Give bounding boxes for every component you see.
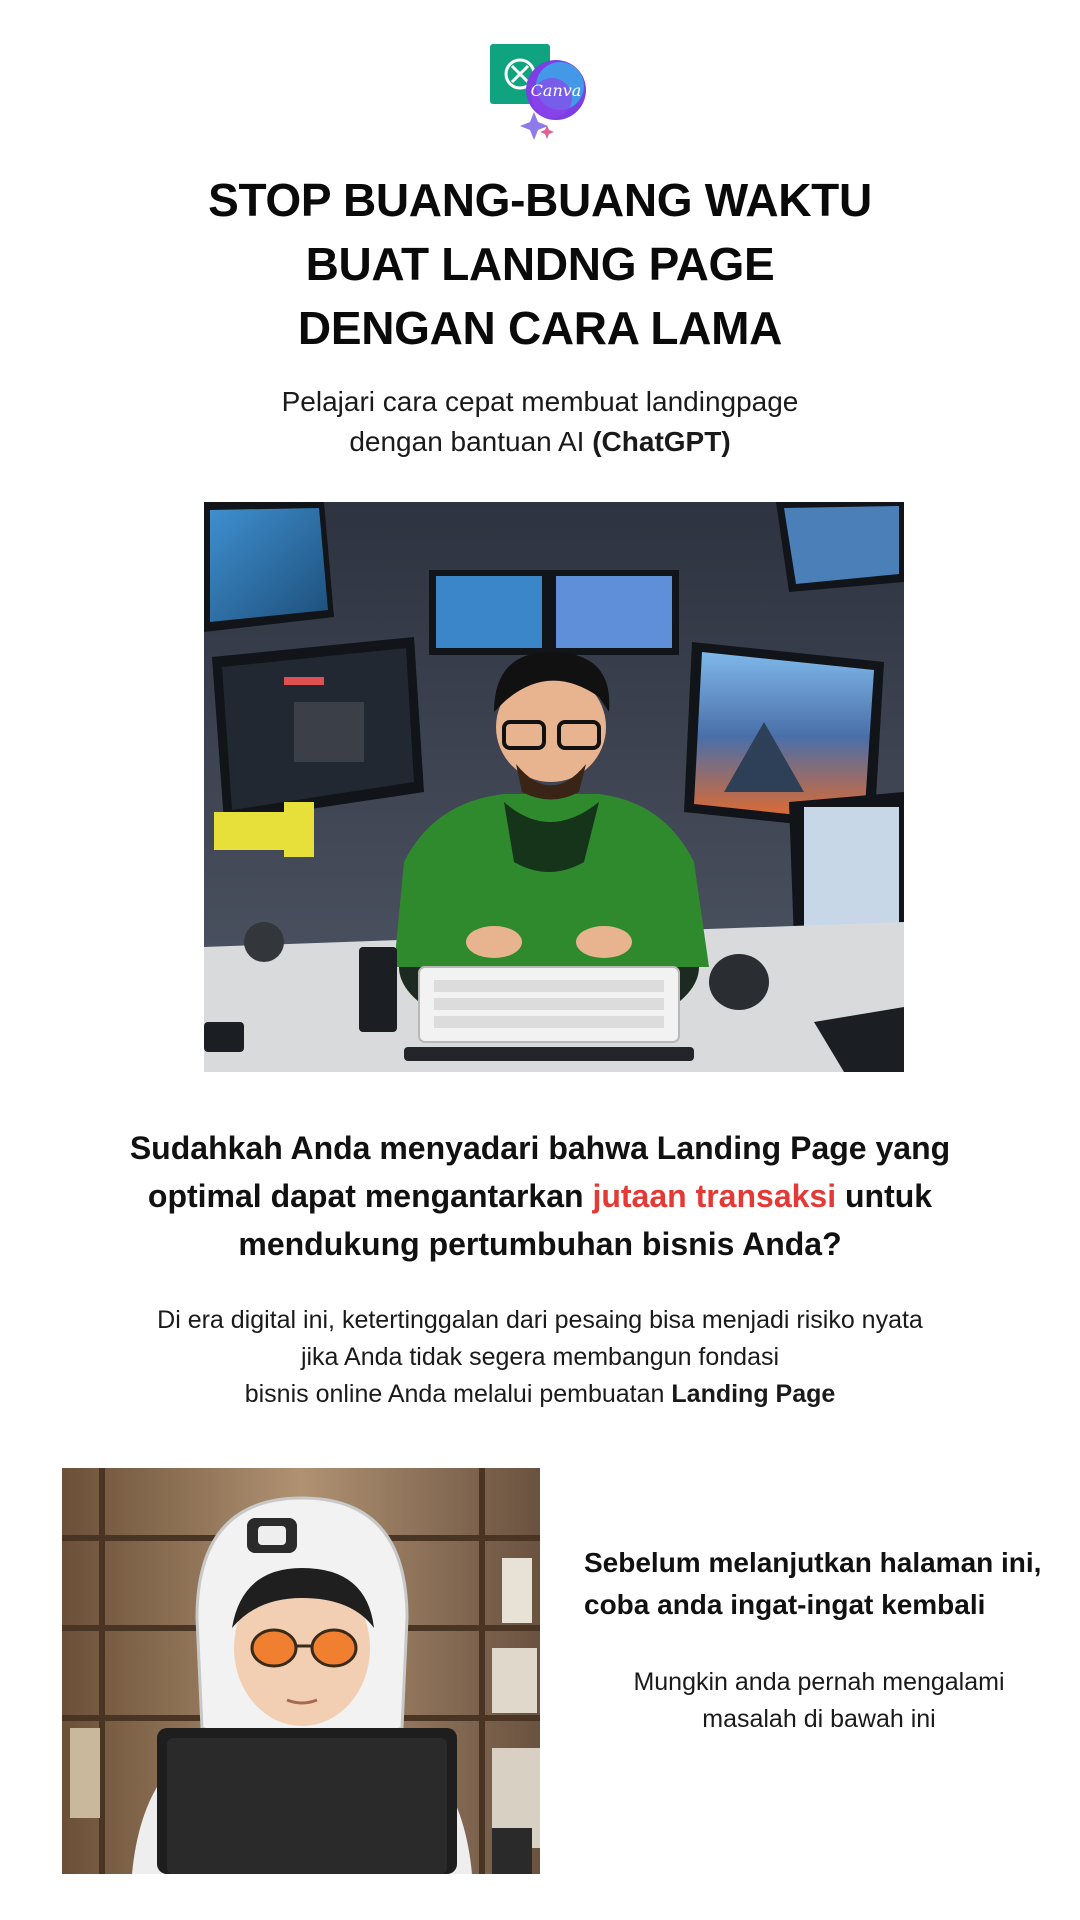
description-line: jika Anda tidak segera membangun fondasi [300, 1343, 780, 1371]
reminder-subtext-line: Mungkin anda pernah mengalami [633, 1668, 1005, 1696]
reminder-heading-line: Sebelum melanjutkan halaman ini, [584, 1547, 1042, 1578]
description-text: bisnis online Anda melalui pembuatan [244, 1380, 672, 1408]
hero-subtitle-line [0, 422, 1080, 462]
chatgpt-canva-logo-icon [490, 44, 600, 144]
hero-subtitle [0, 382, 1080, 462]
hero-title [0, 168, 1080, 360]
reminder-heading [584, 1542, 1064, 1626]
highlight-text: jutaan transaksi [592, 1178, 837, 1214]
reminder-subtext-line: masalah di bawah ini [702, 1705, 936, 1733]
reminder-heading-line: coba anda ingat-ingat kembali [584, 1589, 986, 1620]
question-text: untuk [836, 1178, 933, 1214]
question-line: Sudahkah Anda menyadari bahwa Landing Page yang [129, 1130, 951, 1166]
hero-subtitle-bold: (ChatGPT) [592, 426, 731, 457]
question-text: optimal dapat mengantarkan [147, 1178, 593, 1214]
description-line: Di era digital ini, ketertinggalan dari pesaing bisa menjadi risiko nyata [157, 1306, 923, 1334]
reminder-subtext [584, 1664, 1054, 1738]
description-line [100, 1376, 980, 1413]
question-line [100, 1172, 980, 1220]
hero-subtitle-line: Pelajari cara cepat membuat landingpage [281, 386, 799, 417]
hero-title-line: DENGAN CARA LAMA [297, 302, 783, 354]
hero-title-line: BUAT LANDNG PAGE [305, 238, 775, 290]
description-bold: Landing Page [671, 1380, 836, 1408]
description-paragraph [100, 1302, 980, 1413]
hero-subtitle-text: dengan bantuan AI [349, 426, 593, 457]
hooded-person-laptop-illustration [62, 1468, 540, 1874]
question-line: mendukung pertumbuhan bisnis Anda? [238, 1226, 842, 1262]
question-heading [100, 1124, 980, 1268]
developer-desk-illustration [204, 502, 904, 1072]
hero-title-line: STOP BUANG-BUANG WAKTU [208, 174, 872, 226]
canva-logo-text: Canva [530, 81, 582, 100]
